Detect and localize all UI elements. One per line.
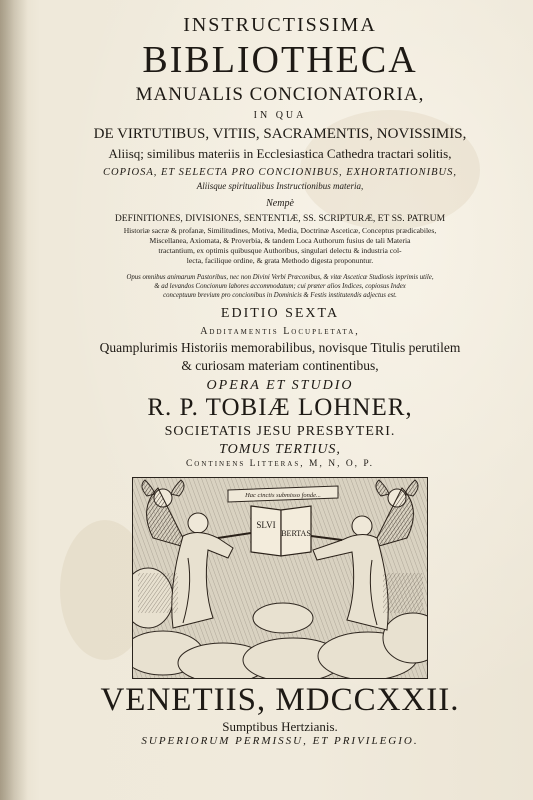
book-left-text: SLVI [256,520,276,530]
audience-line-2: & ad levandos Concionum labores accommodatum; cui præter alios Indices, copiosus Index [154,283,406,290]
engraving [132,477,428,679]
volume-contents: Continens Litteras, M, N, O, P. [185,459,375,469]
subject-line: DE VIRTUTIBUS, VITIIS, SACRAMENTIS, NOVISSIMIS, [93,126,467,142]
nempe: Nempè [266,198,294,209]
materiam-line: & curiosam materiam continentibus, [181,358,379,373]
book-right-text: BERTAS [281,529,311,538]
printer: Sumptibus Hertzianis. [222,719,338,734]
copiosa-line: COPIOSA, ET SELECTA PRO CONCIONIBUS, EXHORTATIONIBUS, [103,167,457,178]
author-society: SOCIETATIS JESU PRESBYTERI. [164,424,396,439]
permission-line: SUPERIORUM PERMISSU, ET PRIVILEGIO. [141,735,419,747]
subject-subline: Aliisq; similibus materiis in Ecclesiastica Cathedra tractari solitis, [108,146,452,161]
additamentis: Additamentis Locupletata, [200,326,360,337]
imprint-place-date: VENETIIS, MDCCXXII. [100,683,460,717]
title-line-3: MANUALIS CONCIONATORIA, [135,84,425,105]
contents-line-4: lecta, facilique ordine, & grata Methodo digesta proponuntur. [186,256,374,265]
main-title: BIBLIOTHECA [142,40,418,80]
in-qua: IN QUA [253,110,307,121]
edition: EDITIO SEXTA [220,306,340,321]
volume: TOMUS TERTIUS, [219,442,341,457]
definitions-line: DEFINITIONES, DIVISIONES, SENTENTIÆ, SS. SCRIPTURÆ, ET SS. PATRUM [114,213,446,224]
title-line-1: INSTRUCTISSIMA [183,14,377,36]
historiis-line: Quamplurimis Historiis memorabilibus, novisque Titulis perutilem [99,340,461,355]
spine-shadow [0,0,28,800]
angels-with-book-illustration [133,478,427,678]
contents-line-2: Miscellanea, Axiomata, & Proverbia, & tandem Loca Authorum fusius de tali Materia [149,236,411,245]
opera-line: OPERA ET STUDIO [206,378,354,393]
contents-line-3: tractantium, ex optimis quibusque Authoribus, singulari delectu & industria col- [158,246,402,255]
audience-line-3: conceptuum brevium pro concionibus in Dominicis & Festis institutendis adjectus est. [163,292,397,299]
banner-text: Hac cinctis submisso fonde... [245,492,321,499]
audience-line-1: Opus omnibus animarum Pastoribus, nec non Divini Verbi Præconibus, & vitæ Asceticæ Studiosis inprimis utile, [126,274,434,281]
contents-line-1: Historiæ sacræ & profanæ, Similitudines, Motiva, Media, Doctrinæ Asceticæ, Conceptus prædicabiles, [123,226,437,235]
instruction-line: Aliisque spiritualibus Instructionibus materia, [196,181,364,191]
author-name: R. P. TOBIÆ LOHNER, [147,394,413,421]
